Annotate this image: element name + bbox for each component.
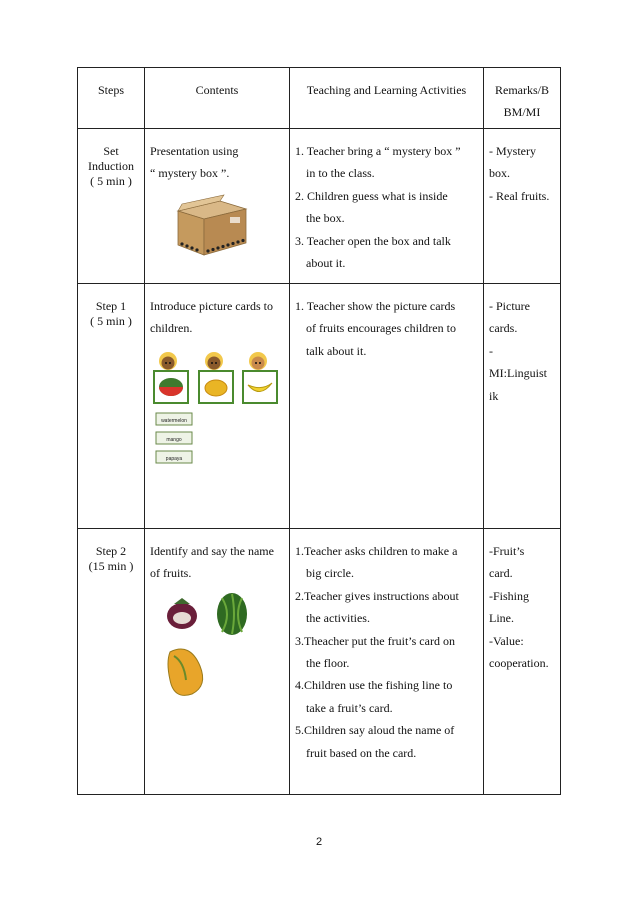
activity-item: 3.Theacher put the fruit’s card on the floor.: [295, 633, 455, 671]
contents-cell: [145, 129, 290, 284]
remark-line: cards.: [489, 321, 518, 336]
remark-line: -Value:: [489, 633, 524, 648]
remark-line: -Fruit’s: [489, 544, 525, 558]
step-duration: ( 5 min ): [90, 174, 132, 188]
activities-cell: [290, 529, 484, 795]
table-row: [78, 529, 561, 795]
contents-text: Introduce picture cards to: [150, 299, 273, 313]
contents-cell: [145, 529, 290, 795]
remark-line: card.: [489, 566, 513, 581]
remark-line: ik: [489, 388, 499, 403]
step-label: Induction: [88, 159, 134, 173]
activity-item: 5.Children say aloud the name of fruit based on the card.: [295, 723, 455, 760]
step-duration: (15 min ): [88, 559, 134, 573]
activity-item: 2.Teacher gives instructions about the activities.: [295, 588, 459, 626]
remark-line: -: [489, 343, 493, 358]
remark-line: Line.: [489, 611, 514, 626]
activity-item: 1. Teacher bring a “ mystery box ” in to the class.: [295, 144, 461, 181]
remark-line: - Picture: [489, 299, 530, 313]
header-activities: Teaching and Learning Activities: [290, 68, 484, 129]
contents-text: Identify and say the name: [150, 544, 274, 558]
word-card-label: watermelon: [161, 418, 187, 424]
mystery-box-image: [170, 189, 250, 261]
table-header-row: [78, 68, 561, 129]
contents-text: Presentation using: [150, 144, 239, 158]
word-cards-image: [154, 409, 204, 471]
activity-item: 4.Children use the fishing line to take a fruit’s card.: [295, 678, 453, 715]
step-cell: [78, 529, 145, 795]
table-row: [78, 284, 561, 529]
lesson-plan-table: [77, 67, 561, 795]
word-card-label: mango: [166, 437, 182, 443]
step-cell: [78, 284, 145, 529]
activity-item: 1. Teacher show the picture cards of fruits encourages children to talk about it.: [295, 299, 456, 358]
activities-cell: [290, 284, 484, 529]
header-remarks: [484, 68, 561, 129]
activity-item: 2. Children guess what is inside the box.: [295, 188, 448, 226]
remark-line: MI:Linguist: [489, 366, 548, 381]
contents-cell: [145, 284, 290, 529]
contents-text: of fruits.: [150, 566, 192, 580]
fruits-image: [160, 588, 260, 700]
contents-text: children.: [150, 321, 193, 335]
remarks-cell: [484, 529, 561, 795]
step-duration: ( 5 min ): [90, 314, 132, 328]
activity-item: 3. Teacher open the box and talk about it.: [295, 233, 451, 271]
step-label: Step 1: [95, 299, 127, 313]
remarks-cell: [484, 129, 561, 284]
step-label: Set: [103, 144, 119, 158]
word-card-label: papaya: [165, 456, 183, 462]
step-label: Step 2: [95, 544, 127, 558]
page-number: 2: [315, 836, 323, 848]
remark-line: - Mystery: [489, 144, 536, 158]
remark-line: -Fishing: [489, 588, 530, 603]
remarks-cell: [484, 284, 561, 529]
header-steps: Steps: [78, 68, 145, 129]
header-remarks-line2: BM/MI: [503, 105, 541, 119]
step-cell: [78, 129, 145, 284]
activities-cell: [290, 129, 484, 284]
header-contents: Contents: [145, 68, 290, 129]
contents-text: “ mystery box ”.: [150, 166, 230, 180]
header-remarks-line1: Remarks/B: [495, 83, 549, 97]
remark-line: cooperation.: [489, 656, 549, 671]
table-row: [78, 129, 561, 284]
remark-line: box.: [489, 166, 510, 181]
picture-cards-image: [150, 347, 282, 407]
activity-item: 1.Teacher asks children to make a big circle.: [295, 544, 458, 581]
remark-line: - Real fruits.: [489, 188, 550, 203]
